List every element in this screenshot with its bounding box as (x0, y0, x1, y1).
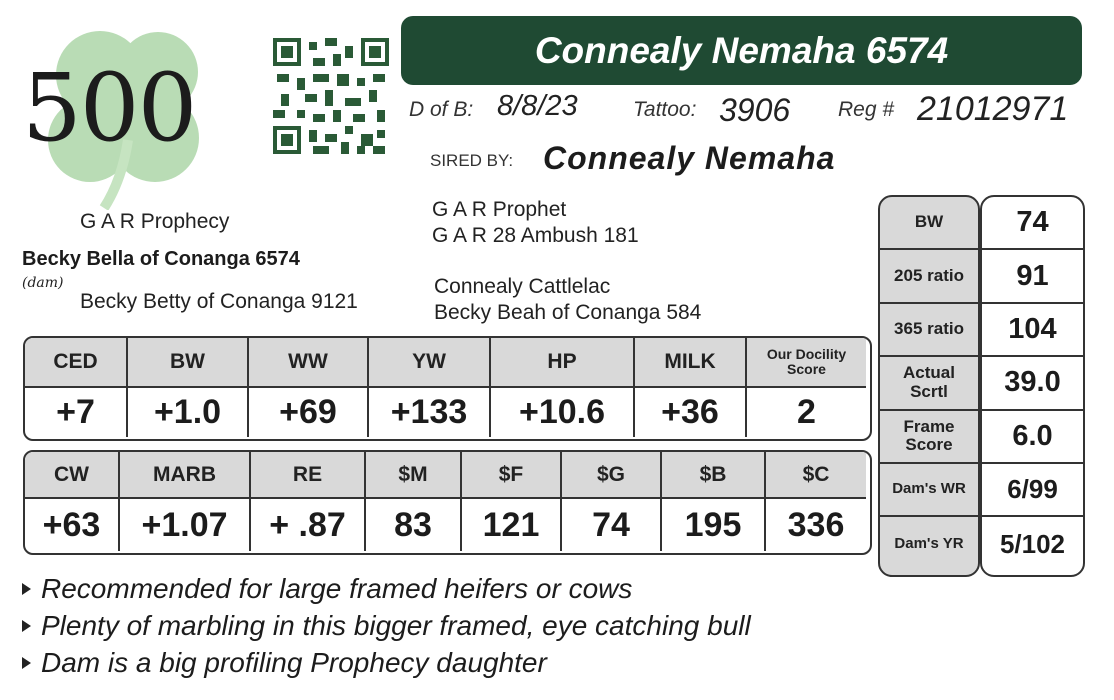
bullet-triangle-icon (22, 657, 31, 669)
epd1-value-hp: +10.6 (491, 388, 635, 437)
epd-table-1 (23, 336, 872, 441)
perf-value-frame-score: 6.0 (982, 411, 1083, 464)
perf-value-205-ratio: 91 (982, 250, 1083, 303)
performance-labels (878, 195, 980, 577)
epd1-value-docility: 2 (797, 393, 816, 431)
perf-label-365-ratio: 365 ratio (880, 304, 978, 357)
tattoo-label: Tattoo: (633, 98, 697, 121)
epd1-header-ww: WW (249, 338, 369, 388)
bullet-triangle-icon (22, 620, 31, 632)
perf-label-dams-yr: Dam's YR (894, 534, 964, 552)
perf-value-bw: 74 (982, 197, 1083, 250)
epd2-value-c: 336 (787, 505, 845, 544)
epd2-header-c: $C (766, 452, 866, 499)
epd1-header-ced: CED (25, 338, 128, 388)
bullet-triangle-icon (22, 583, 31, 595)
dob-value: 8/8/23 (497, 90, 578, 122)
note-text: Dam is a big profiling Prophecy daughter (41, 646, 547, 678)
perf-label-205-ratio: 205 ratio (880, 250, 978, 303)
perf-value-dams-yr: 5/102 (999, 528, 1066, 559)
sired-by-label: SIRED BY: (430, 151, 514, 170)
epd2-header-cw: CW (25, 452, 120, 499)
notes-list (20, 570, 751, 681)
perf-value-dams-wr: 6/99 (982, 464, 1083, 517)
epd1-value-yw: +133 (369, 388, 491, 437)
note-text: Plenty of marbling in this bigger framed, eye catching bull (41, 609, 751, 641)
sire-name: Connealy Nemaha (543, 140, 836, 176)
note-item (20, 644, 751, 681)
epd1-header-milk: MILK (635, 338, 747, 388)
pedigree-dam-dam: Becky Betty of Conanga 9121 (80, 290, 358, 313)
epd2-value-marb: +1.07 (120, 499, 251, 551)
perf-label-frame-score: Frame Score (880, 411, 978, 464)
epd1-header-bw: BW (128, 338, 249, 388)
perf-label-dams-wr: Dam's WR (880, 464, 978, 517)
note-item (20, 607, 751, 644)
epd1-header-yw: YW (369, 338, 491, 388)
pedigree-sire-dam-dam: Becky Beah of Conanga 584 (434, 301, 702, 324)
dob-label: D of B: (409, 98, 474, 121)
epd1-value-milk: +36 (635, 388, 747, 437)
pedigree-dam: Becky Bella of Conanga 6574 (22, 248, 300, 270)
pedigree-sire-dam-sire: Connealy Cattlelac (434, 275, 611, 298)
performance-panel (878, 195, 1085, 577)
note-item (20, 570, 751, 607)
epd1-value-ced: +7 (25, 388, 128, 437)
perf-value-365-ratio: 104 (982, 304, 1083, 357)
epd1-header-hp: HP (491, 338, 635, 388)
epd1-value-ww: +69 (249, 388, 369, 437)
perf-label-bw: BW (880, 197, 978, 250)
epd2-value-b: 195 (662, 499, 766, 551)
epd1-value-bw: +1.0 (128, 388, 249, 437)
epd2-value-g: 74 (562, 499, 662, 551)
title-bar (401, 16, 1082, 85)
epd2-header-f: $F (462, 452, 562, 499)
perf-value-scrotal: 39.0 (982, 357, 1083, 410)
epd2-value-cw: +63 (25, 499, 120, 551)
epd2-value-f: 121 (462, 499, 562, 551)
epd2-value-re: + .87 (251, 499, 366, 551)
pedigree-dam-sire: G A R Prophecy (80, 210, 230, 233)
reg-label: Reg # (838, 98, 895, 121)
performance-values (980, 195, 1085, 577)
reg-value: 21012971 (917, 90, 1069, 128)
tattoo-value: 3906 (719, 92, 791, 128)
epd1-header-docility: Our Docility Score (747, 338, 866, 388)
epd2-header-b: $B (662, 452, 766, 499)
epd2-header-g: $G (562, 452, 662, 499)
note-text: Recommended for large framed heifers or cows (41, 572, 633, 604)
epd-table-2 (23, 450, 872, 555)
bull-name: Connealy Nemaha 6574 (534, 29, 949, 71)
qr-code-icon (272, 38, 390, 154)
epd2-value-m: 83 (366, 499, 462, 551)
epd2-header-re: RE (251, 452, 366, 499)
perf-label-scrotal: Actual Scrtl (880, 357, 978, 410)
lot-number: 500 (22, 54, 196, 163)
epd2-header-m: $M (366, 452, 462, 499)
pedigree-sire-sire: G A R Prophet (432, 198, 567, 221)
epd2-header-marb: MARB (120, 452, 251, 499)
dam-label: (dam) (22, 275, 64, 291)
pedigree-sire-dam: G A R 28 Ambush 181 (432, 224, 639, 247)
